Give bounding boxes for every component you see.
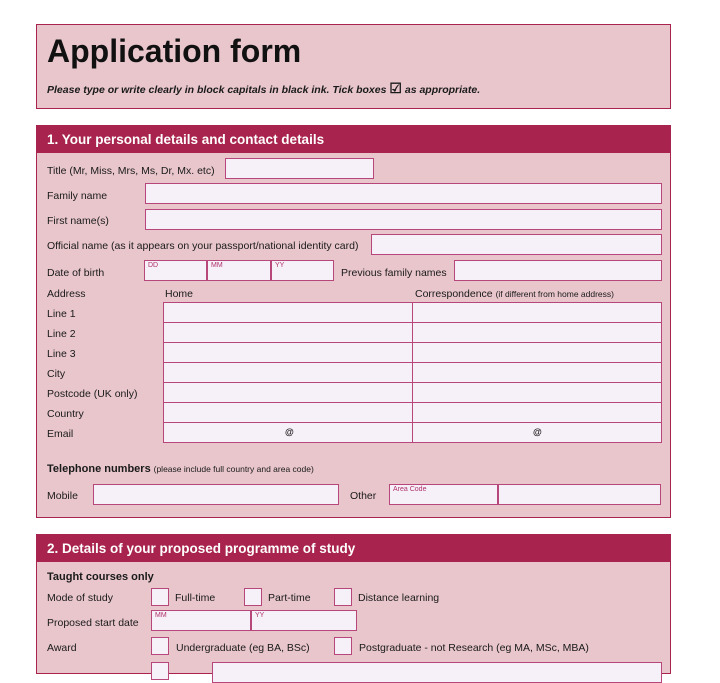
corr-postcode-input[interactable] bbox=[412, 382, 662, 403]
official-name-input[interactable] bbox=[371, 234, 662, 255]
home-postcode-input[interactable] bbox=[163, 382, 413, 403]
instructions bbox=[47, 80, 480, 97]
correspondence-label: Correspondence bbox=[415, 288, 493, 300]
section-1-heading: 1. Your personal details and contact details bbox=[37, 126, 670, 153]
corr-country-input[interactable] bbox=[412, 402, 662, 423]
home-line3-input[interactable] bbox=[163, 342, 413, 363]
first-names-label: First name(s) bbox=[47, 215, 109, 227]
title-label: Title (Mr, Miss, Mrs, Ms, Dr, Mx. etc) bbox=[47, 165, 215, 177]
address-row-label: Postcode (UK only) bbox=[47, 388, 138, 400]
start-month-hint: MM bbox=[155, 612, 167, 619]
corr-line1-input[interactable] bbox=[412, 302, 662, 323]
postgraduate-checkbox[interactable] bbox=[334, 637, 352, 655]
address-row-label: Line 1 bbox=[47, 308, 76, 320]
undergraduate-checkbox[interactable] bbox=[151, 637, 169, 655]
award-label: Award bbox=[47, 642, 77, 654]
start-year-input[interactable] bbox=[251, 610, 357, 631]
start-year-hint: YY bbox=[255, 612, 265, 619]
other-phone-label: Other bbox=[350, 490, 377, 502]
full-time-checkbox[interactable] bbox=[151, 588, 169, 606]
section-2-heading: 2. Details of your proposed programme of study bbox=[37, 535, 670, 562]
dob-day-input[interactable] bbox=[144, 260, 207, 281]
distance-learning-label: Distance learning bbox=[358, 592, 440, 604]
section-programme-details bbox=[36, 534, 671, 674]
address-row-label: Country bbox=[47, 408, 84, 420]
mobile-label: Mobile bbox=[47, 490, 78, 502]
corr-line3-input[interactable] bbox=[412, 342, 662, 363]
address-label: Address bbox=[47, 288, 86, 300]
mode-of-study-label: Mode of study bbox=[47, 592, 113, 604]
area-code-hint: Area Code bbox=[393, 486, 427, 493]
home-email-input[interactable] bbox=[163, 422, 413, 443]
first-names-input[interactable] bbox=[145, 209, 662, 230]
home-address-heading: Home bbox=[165, 288, 194, 300]
home-line2-input[interactable] bbox=[163, 322, 413, 343]
postgraduate-label: Postgraduate - not Research (eg MA, MSc, MBA) bbox=[359, 642, 589, 654]
section-personal-details bbox=[36, 125, 671, 518]
home-line1-input[interactable] bbox=[163, 302, 413, 323]
title-input[interactable] bbox=[225, 158, 374, 179]
home-country-input[interactable] bbox=[163, 402, 413, 423]
previous-family-names-label: Previous family names bbox=[341, 267, 447, 279]
other-phone-number-input[interactable] bbox=[498, 484, 661, 505]
mobile-input[interactable] bbox=[93, 484, 339, 505]
correspondence-note: (if different from home address) bbox=[495, 289, 614, 299]
start-date-label: Proposed start date bbox=[47, 617, 139, 629]
corr-city-input[interactable] bbox=[412, 362, 662, 383]
undergraduate-label: Undergraduate (eg BA, BSc) bbox=[176, 642, 310, 654]
family-name-input[interactable] bbox=[145, 183, 662, 204]
dob-month-hint: MM bbox=[211, 262, 223, 269]
page-title: Application form bbox=[47, 33, 302, 69]
dob-year-hint: YY bbox=[275, 262, 285, 269]
award-other-input[interactable] bbox=[212, 662, 662, 683]
tick-box-icon: ☑ bbox=[389, 80, 402, 96]
taught-courses-heading: Taught courses only bbox=[47, 571, 154, 583]
telephone-heading bbox=[47, 463, 314, 475]
distance-learning-checkbox[interactable] bbox=[334, 588, 352, 606]
instructions-text-end: as appropriate. bbox=[404, 84, 481, 96]
previous-family-names-input[interactable] bbox=[454, 260, 662, 281]
corr-email-input[interactable] bbox=[412, 422, 662, 443]
full-time-label: Full-time bbox=[175, 592, 216, 604]
official-name-label: Official name (as it appears on your passport/national identity card) bbox=[47, 240, 359, 252]
at-sign: @ bbox=[533, 427, 542, 437]
other-phone-area-code-input[interactable] bbox=[389, 484, 498, 505]
corr-line2-input[interactable] bbox=[412, 322, 662, 343]
home-city-input[interactable] bbox=[163, 362, 413, 383]
instructions-text: Please type or write clearly in block capitals in black ink. Tick boxes bbox=[47, 84, 387, 96]
address-row-label: City bbox=[47, 368, 66, 380]
header-panel bbox=[36, 24, 671, 109]
dob-label: Date of birth bbox=[47, 267, 105, 279]
telephone-label: Telephone numbers bbox=[47, 463, 151, 475]
address-row-label: Email bbox=[47, 428, 74, 440]
start-month-input[interactable] bbox=[151, 610, 251, 631]
dob-year-input[interactable] bbox=[271, 260, 334, 281]
dob-day-hint: DD bbox=[148, 262, 159, 269]
part-time-label: Part-time bbox=[268, 592, 311, 604]
part-time-checkbox[interactable] bbox=[244, 588, 262, 606]
at-sign: @ bbox=[285, 427, 294, 437]
telephone-note: (please include full country and area code) bbox=[153, 464, 314, 474]
dob-month-input[interactable] bbox=[207, 260, 271, 281]
family-name-label: Family name bbox=[47, 190, 108, 202]
address-row-label: Line 3 bbox=[47, 348, 76, 360]
address-row-label: Line 2 bbox=[47, 328, 76, 340]
correspondence-address-heading bbox=[415, 288, 614, 300]
